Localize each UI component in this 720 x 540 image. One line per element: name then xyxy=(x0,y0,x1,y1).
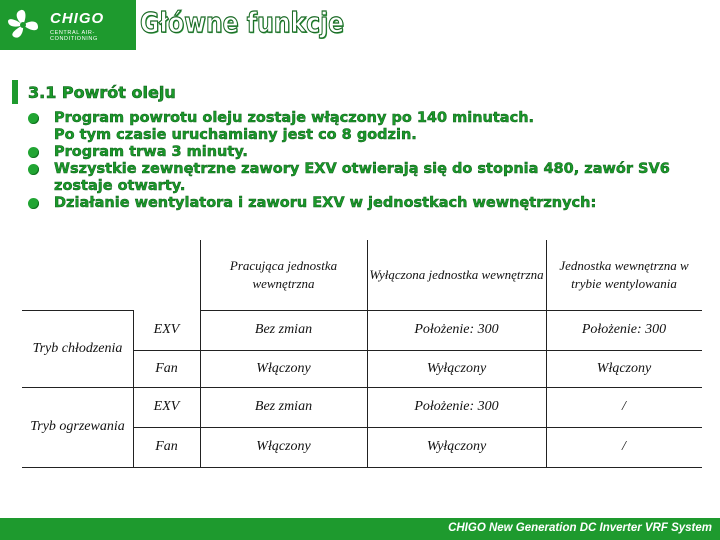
bullet-item xyxy=(28,144,708,161)
bullet-list xyxy=(28,110,708,212)
table-cell: Położenie: 300 xyxy=(414,399,499,414)
section-accent-bar xyxy=(12,80,18,104)
brand-name: CHIGO xyxy=(50,10,105,27)
bullet-text: Po tym czasie uruchamiany jest co 8 godzin. xyxy=(54,127,417,143)
table-cell: / xyxy=(622,399,626,414)
bullet-dot-icon xyxy=(28,198,39,209)
section-title: 3.1 Powrót oleju xyxy=(28,83,176,102)
bullet-dot-icon xyxy=(28,147,39,158)
exv-fan-table xyxy=(22,240,702,468)
table-cell: Położenie: 300 xyxy=(581,322,667,337)
bullet-item xyxy=(28,195,708,212)
bullet-text: Działanie wentylatora i zaworu EXV w jednostkach wewnętrznych: xyxy=(54,195,597,211)
column-header: Jednostka wewnętrzna w trybie wentylowania xyxy=(559,258,689,291)
table-cell: / xyxy=(622,439,626,454)
bullet-dot-icon xyxy=(28,164,39,175)
brand-subtitle: CENTRAL AIR-CONDITIONING xyxy=(50,30,98,42)
mode-label: Tryb chłodzenia xyxy=(32,340,123,356)
fan-logo-icon xyxy=(6,8,40,42)
bullet-text: Wszystkie zewnętrzne zawory EXV otwierają się do stopnia 480, zawór SV6 xyxy=(54,161,670,177)
footer-bar xyxy=(0,518,720,540)
table-cell: Włączony xyxy=(596,360,652,376)
mode-label: Tryb ogrzewania xyxy=(30,419,125,434)
bullet-text: zostaje otwarty. xyxy=(54,178,186,194)
bullet-dot-icon xyxy=(28,113,39,124)
bullet-text: Program trwa 3 minuty. xyxy=(54,144,248,160)
item-label: Fan xyxy=(155,360,178,376)
item-label: EXV xyxy=(153,399,180,414)
bullet-item xyxy=(28,110,708,144)
brand-logo xyxy=(0,0,136,50)
table-cell: Wyłączony xyxy=(426,439,487,454)
table-divider xyxy=(22,467,702,468)
column-header: Pracująca jednostka wewnętrzna xyxy=(229,258,338,291)
footer-text: CHIGO New Generation DC Inverter VRF System xyxy=(448,522,712,534)
table-cell: Włączony xyxy=(256,360,311,376)
table-cell: Włączony xyxy=(256,439,311,454)
page-title: Główne funkcje xyxy=(140,6,345,39)
table-cell: Bez zmian xyxy=(254,399,313,414)
column-header: Wyłączona jednostka wewnętrzna xyxy=(369,267,544,282)
table-cell: Położenie: 300 xyxy=(414,322,499,337)
table-cell: Bez zmian xyxy=(254,322,313,337)
table-cell: Wyłączony xyxy=(426,360,487,376)
bullet-item xyxy=(28,161,708,195)
bullet-text: Program powrotu oleju zostaje włączony po 140 minutach. xyxy=(54,110,535,126)
item-label: EXV xyxy=(153,322,180,337)
item-label: Fan xyxy=(155,439,178,454)
